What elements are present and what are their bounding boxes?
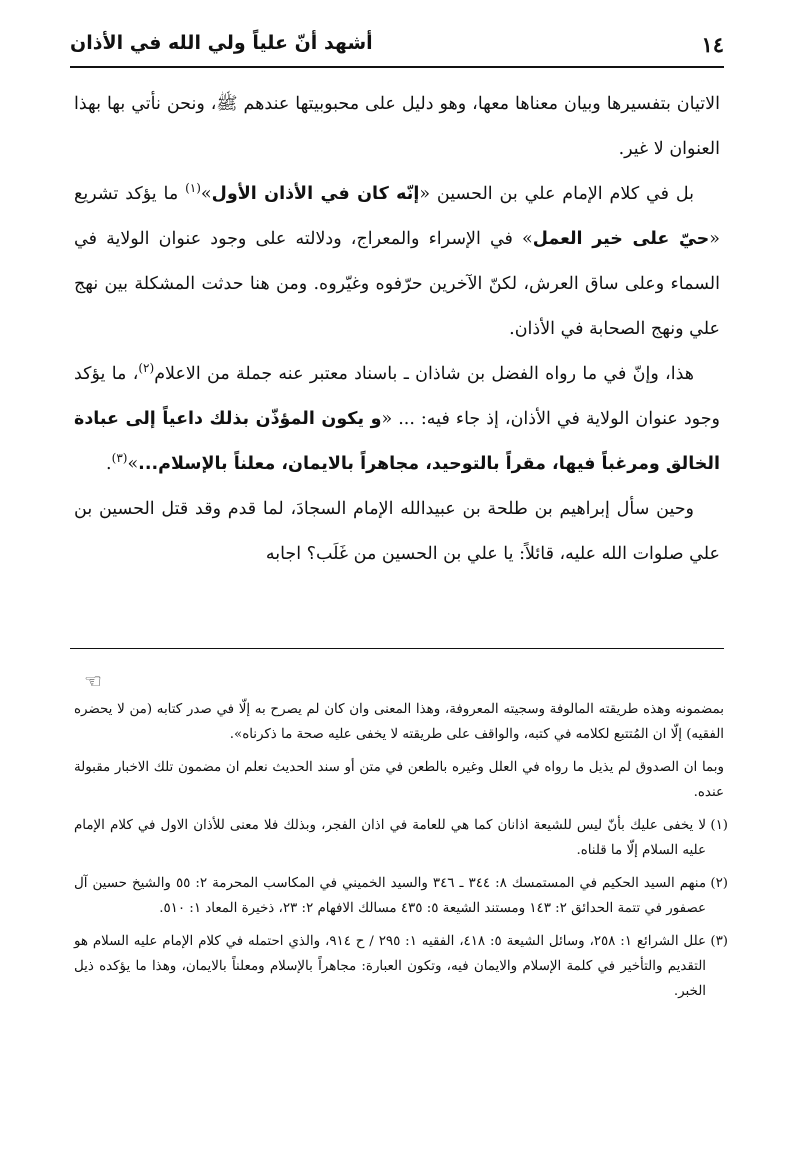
text-run: ما يؤكد تشريع « xyxy=(74,184,720,249)
footnote-number: (٢) xyxy=(710,876,728,891)
running-title: أشهد أنّ علياً ولي الله في الأذان xyxy=(70,32,373,54)
footnote-text: منهم السيد الحكيم في المستمسك ٨: ٣٤٤ ـ ٣٤٦ والسيد الخميني في المكاسب المحرمة ٢: ٥٥ والشيخ حسين آل عصفور في تتمة الحدائق ٢: ١٤٣ ومستند الشيعة ٥: ٤٣٥ مسالك الافهام ٢: ٢٣، ذخيرة المعاد ١: ٥١٠. xyxy=(74,876,707,916)
text-run: » xyxy=(127,454,139,474)
text-run: » في الإسراء والمعراج، ودلالته على وجود عنوان الولاية في السماء وعلى ساق العرش، لكنّ الآخرين حرّفوه وغيّروه. ومن هنا حدثت المشكلة بين نهج علي ونهج الصحابة في الأذان. xyxy=(74,229,720,339)
paragraph-3 xyxy=(74,352,720,487)
continuation-hand-icon: ☜ xyxy=(84,669,102,693)
footnote-1 xyxy=(74,813,728,863)
paragraph-2 xyxy=(74,172,720,352)
footnote-number: (١) xyxy=(710,818,728,833)
paragraph-1: الاتيان بتفسيرها وبيان معناها معها، وهو دليل على محبوبيتها عندهم ﷺ، ونحن نأتي بها بهذا العنوان لا غير. xyxy=(74,94,720,159)
footnote-text: علل الشرائع ١: ٢٥٨، وسائل الشيعة ٥: ٤١٨، الفقيه ١: ٢٩٥ / ح ٩١٤، والذي احتمله في كلام الإمام عليه السلام هو التقديم والتأخير في كلمة الإسلام والايمان فيه، وتكون العبارة: مجاهراً بالإسلام ومعلناً بالايمان، وهذا ما يؤكده ذيل الخبر. xyxy=(74,934,706,999)
footnote-number: (٣) xyxy=(710,934,728,949)
text-run: بل في كلام الإمام علي بن الحسين « xyxy=(419,184,694,204)
text-run: ، ما يؤكد وجود عنوان الولاية في الأذان، إذ جاء فيه: ... « xyxy=(74,364,720,429)
text-run: . xyxy=(106,454,112,474)
text-run: هذا، وإنّ في ما رواه الفضل بن شاذان ـ باسناد معتبر عنه جملة من الاعلام xyxy=(154,364,694,384)
text-run: » xyxy=(200,184,212,204)
footnote-3 xyxy=(74,929,728,1004)
footnote-text: لا يخفى عليك بأنّ ليس للشيعة اذانان كما هي للعامة في اذان الفجر، وبذلك فلا معنى للأذان الاول في كلام الإمام عليه السلام إلّا ما قلناه. xyxy=(74,818,706,858)
page-number: ١٤ xyxy=(701,32,724,57)
footnote-divider xyxy=(70,648,724,649)
quote-bold: إنّه كان في الأذان الأول xyxy=(211,184,420,204)
footnote-ref-2[interactable]: (٢) xyxy=(138,361,155,376)
footnote-2 xyxy=(74,871,728,921)
main-text xyxy=(74,82,720,577)
footnote-continuation-1: بمضمونه وهذه طريقته المالوفة وسجيته المعروفة، وهذا المعنى وان كان لم يصرح به إلّا في صدر كتابه (من لا يحضره الفقيه) إلّا ان المُتتبع لكلامه في كتبه، والواقف على طريقته لا يخفى عليه صحة ما ذكرناه». xyxy=(74,702,724,742)
footnotes xyxy=(74,697,728,1004)
quote-bold: و يكون المؤذّن بذلك داعياً إلى عبادة الخالق ومرغباً فيها، مقراً بالتوحيد، مجاهراً بالايمان، معلناً بالإسلام... xyxy=(74,409,720,474)
footnote-continuation-2: وبما ان الصدوق لم يذيل ما رواه في العلل وغيره بالطعن في متن أو سند الحديث نعلم ان مضمون تلك الاخبار مقبولة عنده. xyxy=(74,760,724,800)
paragraph-4: وحين سأل إبراهيم بن طلحة بن عبيدالله الإمام السجادَ، لما قدم وقد قتل الحسين بن علي صلوات الله عليه، قائلاً: يا علي بن الحسين من غَلَب؟ اجابه xyxy=(74,499,720,564)
page-header xyxy=(70,30,724,68)
footnote-ref-3[interactable]: (٣) xyxy=(111,451,128,466)
quote-bold: حيّ على خير العمل xyxy=(532,229,710,249)
footnote-ref-1[interactable]: (١) xyxy=(185,181,201,196)
